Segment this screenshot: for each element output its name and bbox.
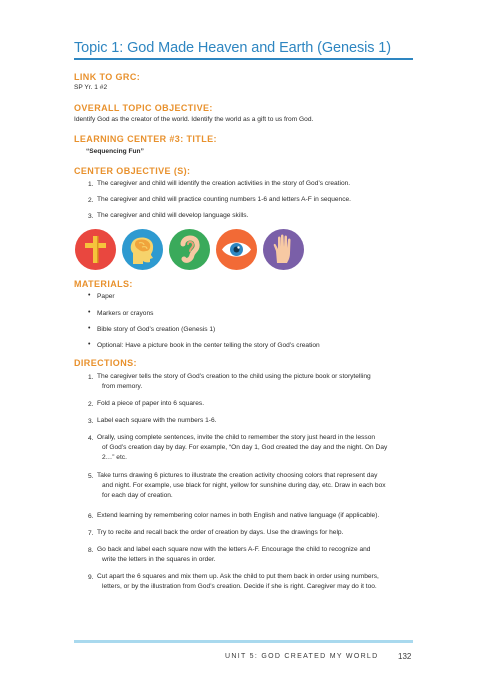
- list-number: 2.: [88, 401, 94, 408]
- list-item: The caregiver tells the story of God’s creation to the child using the picture book or storytelling: [97, 373, 371, 380]
- list-item: The caregiver and child will develop language skills.: [97, 212, 249, 219]
- eye-icon: [216, 229, 257, 270]
- list-item-continuation: from memory.: [102, 383, 143, 390]
- list-number: 3.: [88, 213, 94, 220]
- list-item-continuation: letters, or by the illustration from God’s creation. Decide if she is right. Caregiver may do it too.: [102, 583, 377, 590]
- list-item: Cut apart the 6 squares and mix them up. Ask the child to put them back in order using numbers,: [97, 573, 379, 580]
- list-item: The caregiver and child will identify the creation activities in the story of God’s creation.: [97, 180, 351, 187]
- list-item: Label each square with the numbers 1-6.: [97, 417, 217, 424]
- page-title: Topic 1: God Made Heaven and Earth (Genesis 1): [74, 40, 391, 56]
- center-objective-heading: CENTER OBJECTIVE (S):: [74, 166, 191, 176]
- list-number: 6.: [88, 513, 94, 520]
- center-title: “Sequencing Fun”: [86, 148, 144, 155]
- list-item: Bible story of God’s creation (Genesis 1): [97, 326, 216, 333]
- center-heading: LEARNING CENTER #3: TITLE:: [74, 134, 217, 144]
- list-item-continuation: 2…” etc.: [102, 454, 127, 461]
- list-item-continuation: write the letters in the squares in order.: [102, 556, 216, 563]
- list-number: 1.: [88, 181, 94, 188]
- objective-heading: OVERALL TOPIC OBJECTIVE:: [74, 103, 213, 113]
- brain-icon: [122, 229, 163, 270]
- list-number: 5.: [88, 473, 94, 480]
- link-heading: LINK TO GRC:: [74, 72, 141, 82]
- bullet-icon: •: [88, 325, 91, 332]
- objective-text: Identify God as the creator of the world. Identify the world as a gift to us from God.: [74, 116, 314, 123]
- list-number: 8.: [88, 547, 94, 554]
- ear-icon: [169, 229, 210, 270]
- list-item-continuation: for each day of creation.: [102, 492, 173, 499]
- list-item: Extend learning by remembering color names in both English and native language (if applicable).: [97, 512, 380, 519]
- footer-unit-title: UNIT 5: GOD CREATED MY WORLD: [225, 653, 379, 660]
- cross-icon: [75, 229, 116, 270]
- list-item: The caregiver and child will practice counting numbers 1-6 and letters A-F in sequence.: [97, 196, 351, 203]
- bullet-icon: •: [88, 292, 91, 299]
- list-item: Go back and label each square now with the letters A-F. Encourage the child to recognize and: [97, 546, 371, 553]
- senses-icon-row: [75, 229, 305, 270]
- list-item-continuation: and night. For example, use black for night, yellow for sunshine during day, etc. Draw in each box: [102, 482, 386, 489]
- footer-divider: [74, 640, 413, 643]
- list-number: 3.: [88, 418, 94, 425]
- list-number: 9.: [88, 574, 94, 581]
- list-item: Fold a piece of paper into 6 squares.: [97, 400, 205, 407]
- directions-heading: DIRECTIONS:: [74, 358, 137, 368]
- list-item-continuation: of God’s creation day by day. For example, “On day 1, God created the day and the night. On Day: [102, 444, 388, 451]
- materials-heading: MATERIALS:: [74, 279, 133, 289]
- bullet-icon: •: [88, 341, 91, 348]
- bullet-icon: •: [88, 309, 91, 316]
- list-item: Orally, using complete sentences, invite the child to remember the story just heard in the lesson: [97, 434, 376, 441]
- link-text: SP Yr. 1 #2: [74, 84, 108, 91]
- list-number: 1.: [88, 374, 94, 381]
- page-number: 132: [398, 652, 412, 661]
- list-number: 7.: [88, 530, 94, 537]
- list-item: Take turns drawing 6 pictures to illustrate the creation activity choosing colors that represent day: [97, 472, 378, 479]
- list-item: Optional: Have a picture book in the center telling the story of God’s creation: [97, 342, 320, 349]
- list-item: Paper: [97, 293, 115, 300]
- hand-icon: [263, 229, 304, 270]
- list-item: Markers or crayons: [97, 310, 154, 317]
- title-divider: [74, 58, 413, 60]
- list-number: 2.: [88, 197, 94, 204]
- list-item: Try to recite and recall back the order of creation by days. Use the drawings for help.: [97, 529, 344, 536]
- list-number: 4.: [88, 435, 94, 442]
